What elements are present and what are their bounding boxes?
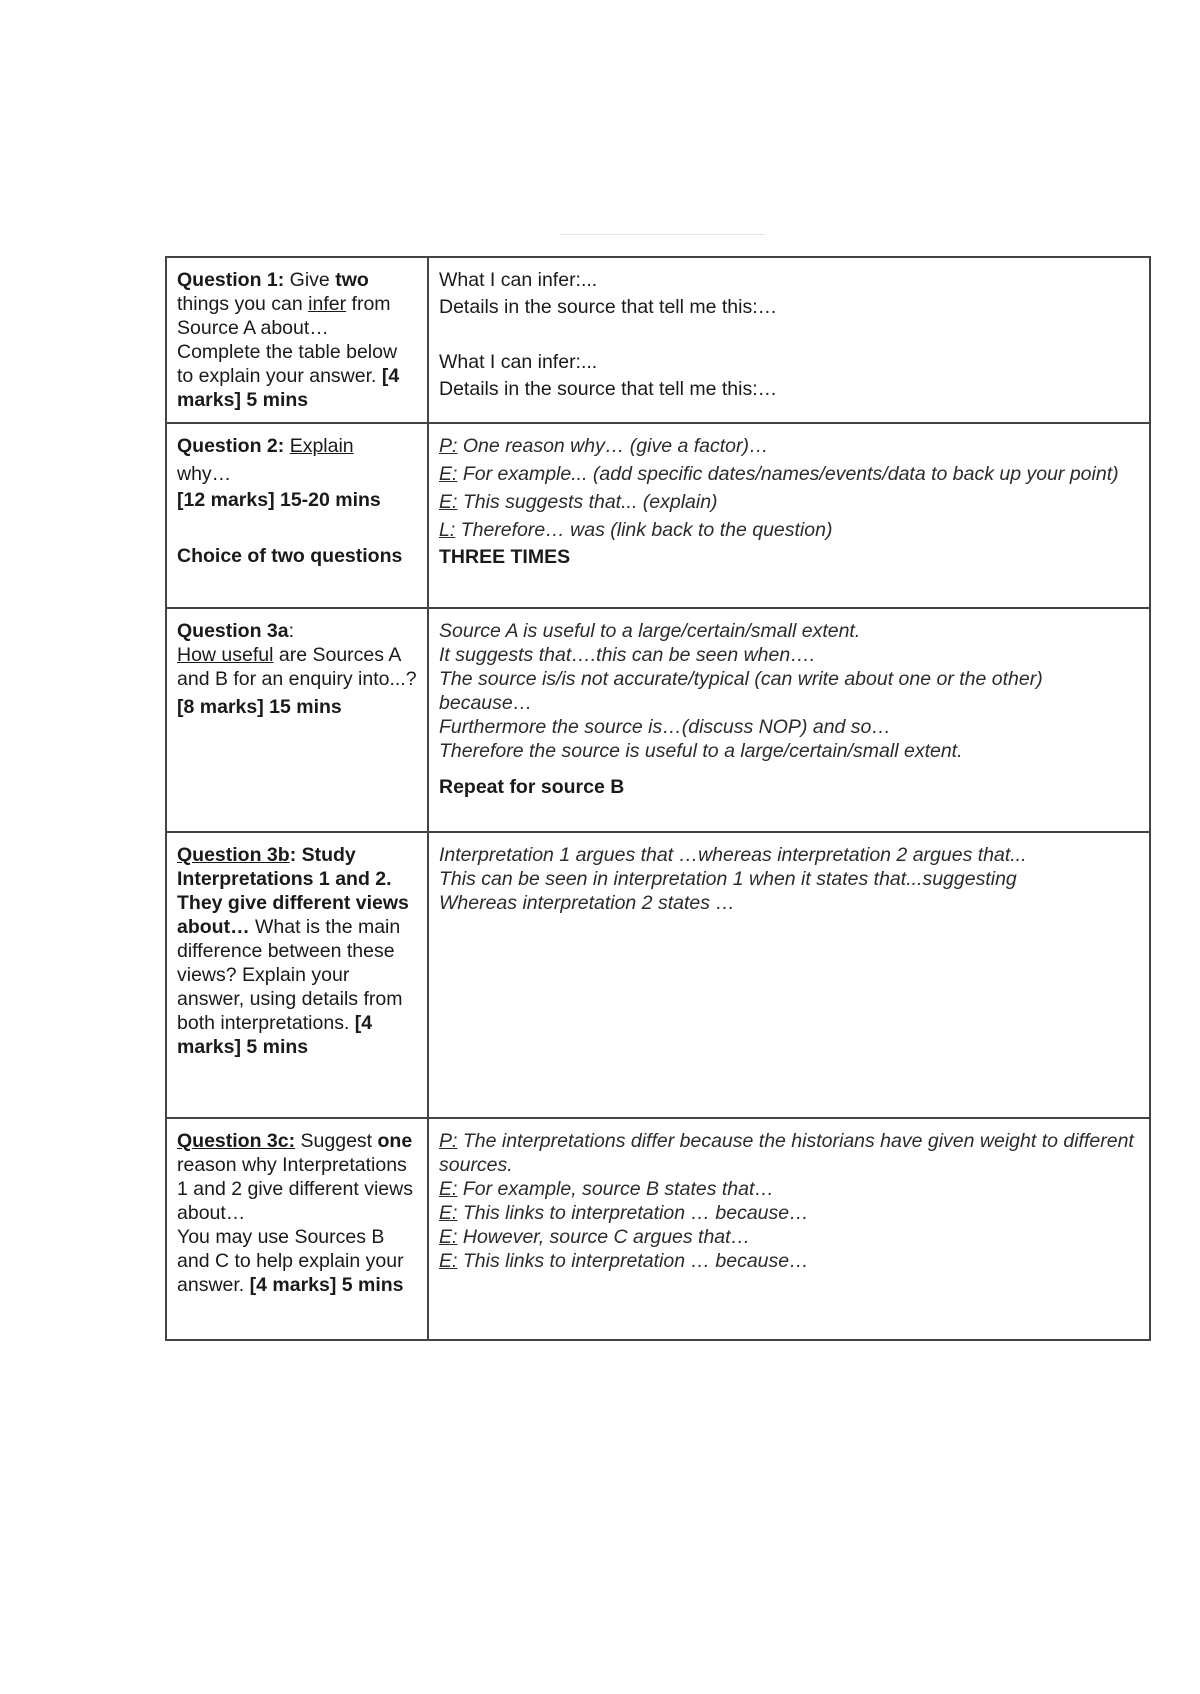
pee-prefix: E: bbox=[439, 491, 458, 513]
answer-cell-q3b bbox=[428, 832, 1150, 1118]
answer-line bbox=[439, 1225, 1139, 1249]
pee-prefix: P: bbox=[439, 435, 458, 457]
answer-line: What I can infer:... bbox=[439, 351, 598, 373]
answer-line: The source is/is not accurate/typical (can write about one or the other) because… bbox=[439, 668, 1043, 714]
answer-line: Furthermore the source is…(discuss NOP) and so… bbox=[439, 716, 891, 738]
answer-cell-q2 bbox=[428, 423, 1150, 608]
question-label: Question 3a bbox=[177, 620, 289, 642]
revision-table bbox=[165, 256, 1151, 1341]
question-text: Give bbox=[284, 269, 336, 291]
pee-prefix: E: bbox=[439, 1202, 458, 1224]
question-text: from Source A about… Complete the table below to explain your answer. bbox=[177, 293, 398, 387]
question-text-wrap bbox=[177, 643, 417, 691]
answer-line: Therefore the source is useful to a large/certain/small extent. bbox=[439, 740, 963, 762]
answer-text: The interpretations differ because the historians have given weight to different sources. bbox=[439, 1130, 1134, 1176]
answer-text: However, source C argues that… bbox=[457, 1226, 751, 1248]
pee-prefix: E: bbox=[439, 1226, 458, 1248]
question-cell-q2 bbox=[166, 423, 428, 608]
answer-line bbox=[439, 490, 1139, 514]
answer-line bbox=[439, 1177, 1139, 1201]
table-row-q1 bbox=[166, 257, 1150, 423]
pee-prefix: P: bbox=[439, 1130, 458, 1152]
question-label: Question 3c: bbox=[177, 1130, 296, 1152]
question-cell-q3a bbox=[166, 608, 428, 832]
answer-line bbox=[439, 518, 1139, 542]
question-keyword: Explain bbox=[289, 435, 354, 457]
question-marks: [4 marks] 5 mins bbox=[249, 1274, 404, 1296]
question-label: Question 1: bbox=[177, 269, 285, 291]
pee-prefix: E: bbox=[439, 1250, 458, 1272]
answer-cell-q1 bbox=[428, 257, 1150, 423]
question-label: Question 3b bbox=[177, 844, 290, 866]
question-note: Choice of two questions bbox=[177, 545, 403, 567]
question-cell-q1 bbox=[166, 257, 428, 423]
answer-line: Source A is useful to a large/certain/small extent. bbox=[439, 620, 861, 642]
question-text-wrap bbox=[177, 1225, 417, 1297]
question-marks: [12 marks] 15-20 mins bbox=[177, 489, 381, 511]
answer-line: This can be seen in interpretation 1 when it states that...suggesting bbox=[439, 868, 1017, 890]
table-row-q2 bbox=[166, 423, 1150, 608]
question-text: things you can bbox=[177, 293, 309, 315]
question-text: Suggest bbox=[295, 1130, 378, 1152]
question-cell-q3c bbox=[166, 1118, 428, 1340]
question-keyword: infer bbox=[308, 293, 347, 315]
answer-text: This suggests that... (explain) bbox=[457, 491, 718, 513]
answer-line: It suggests that….this can be seen when…. bbox=[439, 644, 816, 666]
question-marks: [4 marks] 5 mins bbox=[177, 1012, 373, 1058]
question-text: : bbox=[288, 620, 295, 642]
question-emphasis: two bbox=[335, 269, 369, 291]
question-marks: [4 marks] 5 mins bbox=[177, 365, 400, 411]
answer-line bbox=[439, 1129, 1139, 1177]
faint-title-line bbox=[560, 234, 765, 235]
question-emphasis: one bbox=[377, 1130, 413, 1152]
answer-text: For example, source B states that… bbox=[457, 1178, 774, 1200]
pee-prefix: E: bbox=[439, 463, 458, 485]
question-text: You may use Sources B and C to help explain your answer. bbox=[177, 1226, 404, 1296]
question-label: Question 2: bbox=[177, 435, 285, 457]
answer-text: One reason why… (give a factor)… bbox=[457, 435, 769, 457]
table-row-q3b bbox=[166, 832, 1150, 1118]
answer-cell-q3c bbox=[428, 1118, 1150, 1340]
question-marks: [8 marks] 15 mins bbox=[177, 696, 342, 718]
table-row-q3c bbox=[166, 1118, 1150, 1340]
question-text: What is the main difference between these views? Explain your answer, using details from both interpretations. bbox=[177, 916, 403, 1034]
answer-text: Therefore… was (link back to the question) bbox=[455, 519, 833, 541]
question-text: reason why Interpretations 1 and 2 give different views about… bbox=[177, 1154, 413, 1224]
question-text: : Study Interpretations 1 and 2. They give different views about… bbox=[177, 844, 409, 938]
answer-text: For example... (add specific dates/names/events/data to back up your point) bbox=[457, 463, 1119, 485]
answer-line: Whereas interpretation 2 states … bbox=[439, 892, 735, 914]
answer-line: Details in the source that tell me this:… bbox=[439, 296, 778, 318]
answer-text: This links to interpretation … because… bbox=[457, 1202, 809, 1224]
answer-line bbox=[439, 434, 1139, 458]
pee-prefix: L: bbox=[439, 519, 456, 541]
answer-line: What I can infer:... bbox=[439, 269, 598, 291]
table-row-q3a bbox=[166, 608, 1150, 832]
answer-emphasis: THREE TIMES bbox=[439, 546, 571, 568]
question-cell-q3b bbox=[166, 832, 428, 1118]
question-keyword: How useful bbox=[177, 644, 274, 666]
answer-line: Interpretation 1 argues that …whereas interpretation 2 argues that... bbox=[439, 844, 1027, 866]
pee-prefix: E: bbox=[439, 1178, 458, 1200]
answer-line bbox=[439, 462, 1139, 486]
answer-line: Details in the source that tell me this:… bbox=[439, 378, 778, 400]
answer-cell-q3a bbox=[428, 608, 1150, 832]
answer-text: This links to interpretation … because… bbox=[457, 1250, 809, 1272]
answer-line bbox=[439, 1201, 1139, 1225]
question-text: are Sources A and B for an enquiry into...? bbox=[177, 644, 417, 690]
answer-line bbox=[439, 1249, 1139, 1273]
answer-emphasis: Repeat for source B bbox=[439, 776, 625, 798]
question-text: why… bbox=[177, 463, 232, 485]
